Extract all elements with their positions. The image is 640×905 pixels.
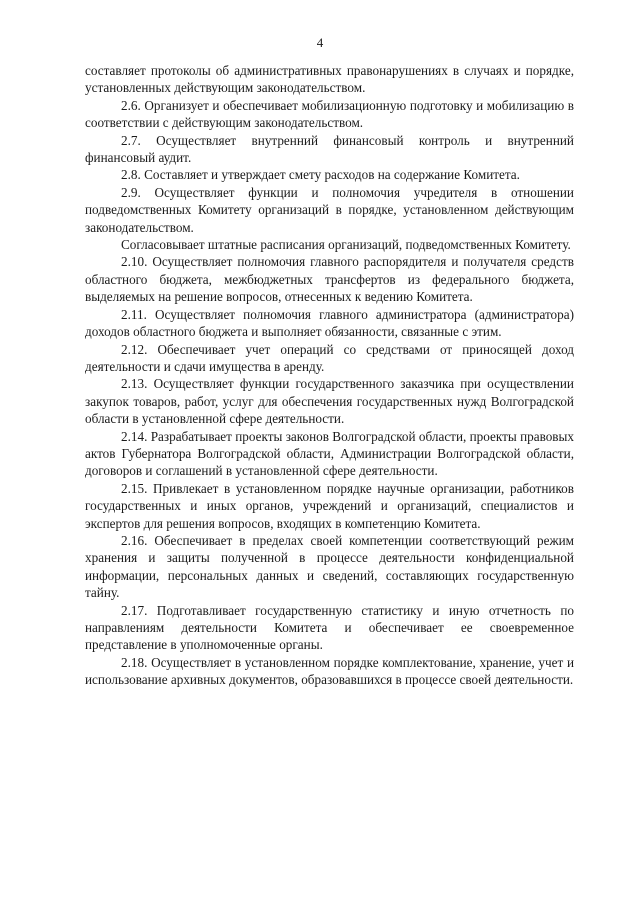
clause-2-18: 2.18. Осуществляет в установленном порядке комплектование, хранение, учет и использование архивных документов, образовавшихся в процессе своей деятельности. [85, 654, 574, 688]
clause-2-9-staffing: Согласовывает штатные расписания организаций, подведомственных Комитету. [121, 237, 571, 253]
clause-2-14: 2.14. Разрабатывает проекты законов Волгоградской области, проекты правовых актов Губернатора Волгоградской области, Администрации Волгоградской области, договоров и соглашений в установленной сфере деятельности. [85, 428, 574, 479]
clause-2-10: 2.10. Осуществляет полномочия главного распорядителя и получателя средств областного бюджета, межбюджетных трансфертов из федерального бюджета, выделяемых на решение вопросов, отнесенных к ведению Комитета. [85, 254, 574, 305]
clause-2-17: 2.17. Подготавливает государственную статистику и иную отчетность по направлениям деятельности Комитета и обеспечивает ее своевременное представление в уполномоченные органы. [85, 602, 574, 653]
page-number: 4 [316, 35, 324, 50]
clause-2-12: 2.12. Обеспечивает учет операций со средствами от приносящей доход деятельности и сдачи имущества в аренду. [85, 341, 574, 374]
clause-2-6: 2.6. Организует и обеспечивает мобилизационную подготовку и мобилизацию в соответствии с действующим законодательством. [85, 97, 574, 131]
clause-2-16: 2.16. Обеспечивает в пределах своей компетенции соответствующий режим хранения и защиты полученной в процессе деятельности конфиденциальной информации, персональных данных и сведений, составляющих государственную тайну. [85, 532, 574, 601]
clause-2-15: 2.15. Привлекает в установленном порядке научные организации, работников государственных и иных органов, учреждений и организаций, специалистов и экспертов для решения вопросов, входящих в компетенцию Комитета. [85, 480, 574, 531]
document-body [85, 62, 574, 689]
clause-2-13: 2.13. Осуществляет функции государственного заказчика при осуществлении закупок товаров, работ, услуг для обеспечения государственных нужд Волгоградской области в установленной сфере деятельности. [85, 376, 574, 427]
clause-2-11: 2.11. Осуществляет полномочия главного администратора (администратора) доходов областного бюджета и выполняет обязанности, связанные с этим. [85, 306, 574, 340]
clause-2-9: 2.9. Осуществляет функции и полномочия учредителя в отношении подведомственных Комитету организаций в порядке, установленном действующим законодательством. [85, 184, 574, 235]
clause-2-8: 2.8. Составляет и утверждает смету расходов на содержание Комитета. [121, 167, 520, 183]
paragraph-continuation: составляет протоколы об административных правонарушениях в случаях и порядке, установленных действующим законодательством. [85, 63, 574, 96]
clause-2-7: 2.7. Осуществляет внутренний финансовый контроль и внутренний финансовый аудит. [85, 132, 574, 166]
